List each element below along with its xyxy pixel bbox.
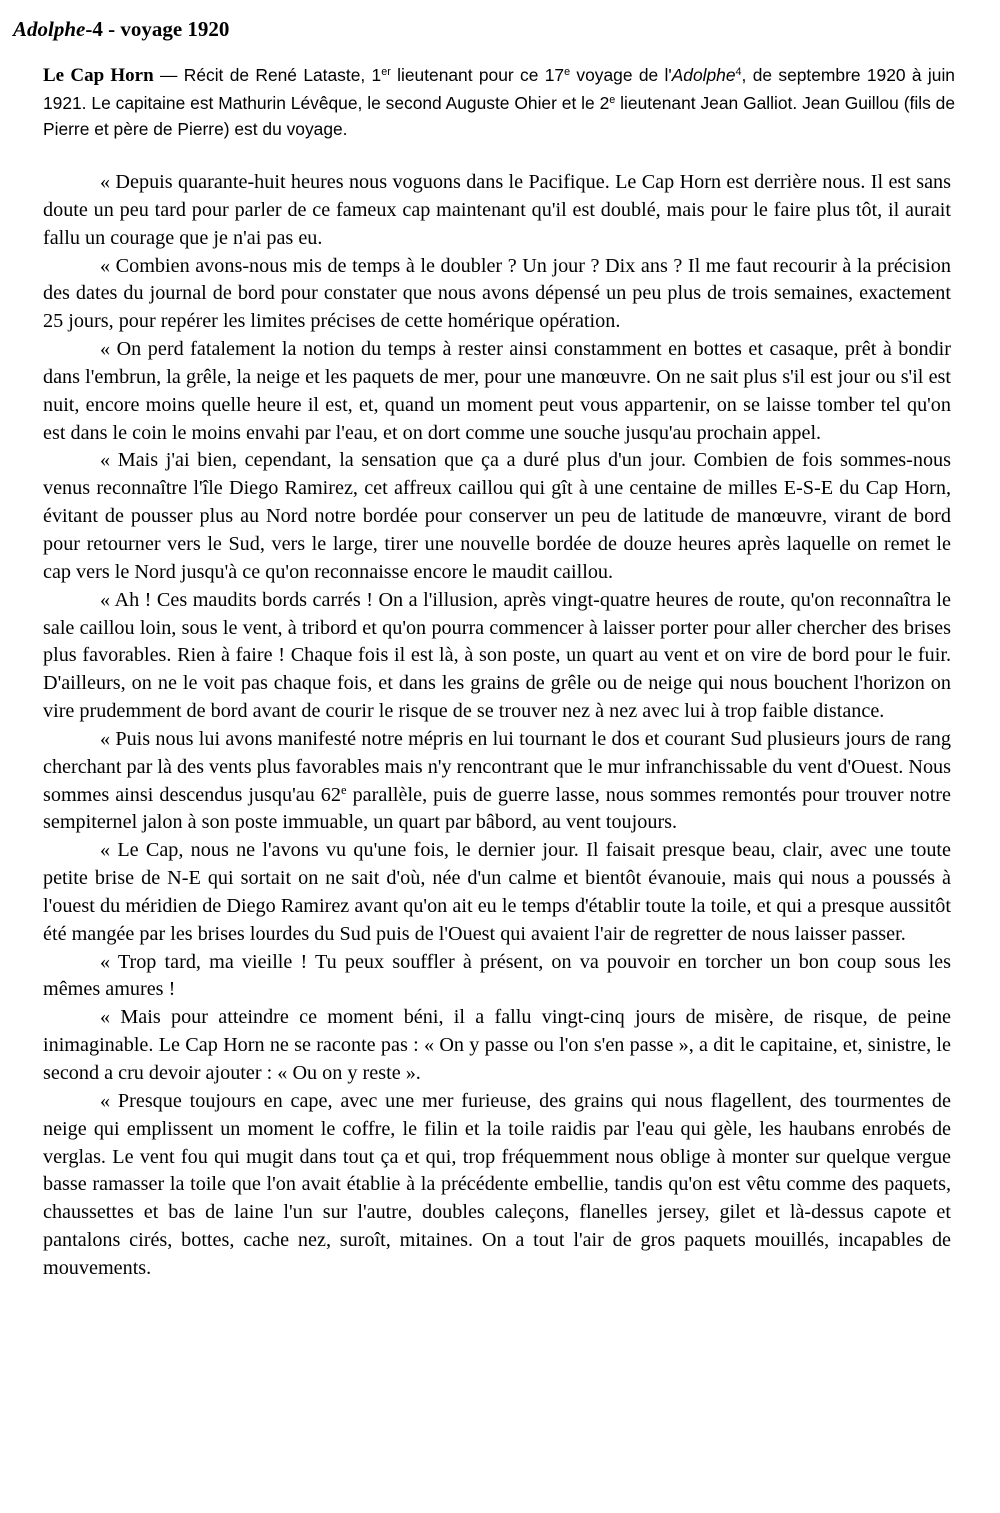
narrative-text: parallèle, puis de guerre lasse, nous sommes remontés pour trouver notre sempiternel jalon à son poste immuable, un quart par bâbord, au vent toujours.	[43, 783, 951, 834]
footnote-marker: 4	[735, 66, 742, 79]
narrative-paragraph: « Ah ! Ces maudits bords carrés ! On a l'illusion, après vingt-quatre heures de route, qu'on reconnaîtra le sale caillou loin, sous le vent, à tribord et qu'on pourra commencer à laisser porter pour aller chercher des brises plus favorables. Rien à faire ! Chaque fois il est là, à son poste, un quart au vent et on vire de bord pour le fuir. D'ailleurs, on ne le voit pas chaque fois, et dans les grains de grêle ou de neige qui nous bouchent l'horizon on vire prudemment de bord avant de courir le risque de se trouver nez à nez avec lui à trop faible distance.	[43, 588, 951, 723]
narrative-paragraph	[43, 726, 951, 837]
intro-text: lieutenant pour ce 17	[390, 65, 565, 85]
intro-ship-name: Adolphe	[671, 65, 736, 85]
superscript: er	[381, 66, 391, 79]
intro-text: , de septembre 1920 à juin 1921. Le capitaine est Mathurin Lévêque, le second Auguste Ohier et le 2	[43, 65, 955, 113]
title-voyage: -4 - voyage 1920	[85, 17, 230, 41]
narrative-paragraph: « Combien avons-nous mis de temps à le doubler ? Un jour ? Dix ans ? Il me faut recourir à la précision des dates du journal de bord pour constater que nous avons dépensé un peu plus de trois semaines, exactement 25 jours, pour repérer les limites précises de cette homérique opération.	[43, 254, 951, 333]
narrative-text: « Puis nous lui avons manifesté notre mépris en lui tournant le dos et courant Sud plusieurs jours de rang cherchant par là des vents plus favorables mais n'y rencontrant que le mur infranchissable du vent d'Ouest. Nous sommes ainsi descendus jusqu'au 62	[43, 727, 951, 806]
intro-text: Récit de René Lataste, 1	[183, 65, 382, 85]
intro-dash: —	[153, 65, 184, 85]
superscript: e	[341, 782, 347, 797]
narrative-paragraph: « Depuis quarante-huit heures nous voguons dans le Pacifique. Le Cap Horn est derrière nous. Il est sans doute un peu tard pour parler de ce fameux cap maintenant qu'il est doublé, mais pour le faire plus tôt, il aurait fallu un courage que je n'ai pas eu.	[43, 171, 951, 249]
intro-text: voyage de l'	[570, 65, 672, 85]
intro-text: lieutenant Jean Galliot. Jean Guillou (fils de Pierre et père de Pierre) est du voyage.	[43, 92, 955, 139]
section-heading: Le Cap Horn	[43, 65, 154, 86]
narrative-body	[43, 169, 951, 1283]
superscript: e	[609, 93, 616, 106]
superscript: e	[564, 66, 571, 79]
narrative-paragraph: « Trop tard, ma vieille ! Tu peux souffler à présent, on va pouvoir en torcher un bon coup sous les mêmes amures !	[43, 950, 951, 1001]
narrative-paragraph: « Le Cap, nous ne l'avons vu qu'une fois, le dernier jour. Il faisait presque beau, clair, avec une toute petite brise de N-E qui sortait on ne sait d'où, née d'un calme et bientôt évanouie, mais qui nous a poussés à l'ouest du méridien de Diego Ramirez avant qu'on ait eu le temps d'établir toute la toile, et qui a presque aussitôt été mangée par les brises lourdes du Sud puis de l'Ouest qui avaient l'air de regretter de nous laisser passer.	[43, 839, 951, 945]
title-ship-name: Adolphe	[13, 17, 86, 41]
page-title	[13, 16, 229, 42]
narrative-paragraph: « Mais pour atteindre ce moment béni, il a fallu vingt-cinq jours de misère, de risque, de peine inimaginable. Le Cap Horn ne se raconte pas : « On y passe ou l'on s'en passe », a dit le capitaine, et, sinistre, le second a cru devoir ajouter : « Ou on y reste ».	[43, 1006, 951, 1084]
intro-paragraph	[43, 62, 955, 143]
narrative-paragraph: « Presque toujours en cape, avec une mer furieuse, des grains qui nous flagellent, des tourmentes de neige qui emplissent un moment le coffre, le filin et la toile raidis par l'eau qui gèle, les haubans enrobés de verglas. Le vent fou qui mugit dans tout ça et qui, trop fréquemment nous oblige à monter sur quelque vergue basse ramasser la toile que l'on avait établie à la précédente embellie, tandis qu'on est vêtu comme des paquets, chaussettes et bas de laine l'un sur l'autre, doubles caleçons, flanelles jersey, gilet et là-dessus capote et pantalons cirés, bottes, cache nez, suroît, mitaines. On a tout l'air de gros paquets mouillés, incapables de mouvements.	[43, 1089, 951, 1279]
narrative-paragraph: « On perd fatalement la notion du temps à rester ainsi constamment en bottes et casaque, prêt à bondir dans l'embrun, la grêle, la neige et les paquets de mer, pour une manœuvre. On ne sait plus s'il est jour ou s'il est nuit, encore moins quelle heure il est, et, quand un moment peut vous appartenir, on se laisse tomber tel qu'on est dans le coin le moins envahi par l'eau, et on dort comme une souche jusqu'au prochain appel.	[43, 338, 951, 444]
narrative-paragraph: « Mais j'ai bien, cependant, la sensation que ça a duré plus d'un jour. Combien de fois sommes-nous venus reconnaître l'île Diego Ramirez, cet affreux caillou qui gît à une centaine de milles E-S-E du Cap Horn, évitant de pousser plus au Nord notre bordée pour conserver un peu de latitude de manœuvre, virant de bord pour retourner vers le Sud, vers le large, tirer une nouvelle bordée de douze heures après laquelle on remet le cap vers le Nord jusqu'à ce qu'on reconnaisse encore le maudit caillou.	[43, 449, 951, 583]
